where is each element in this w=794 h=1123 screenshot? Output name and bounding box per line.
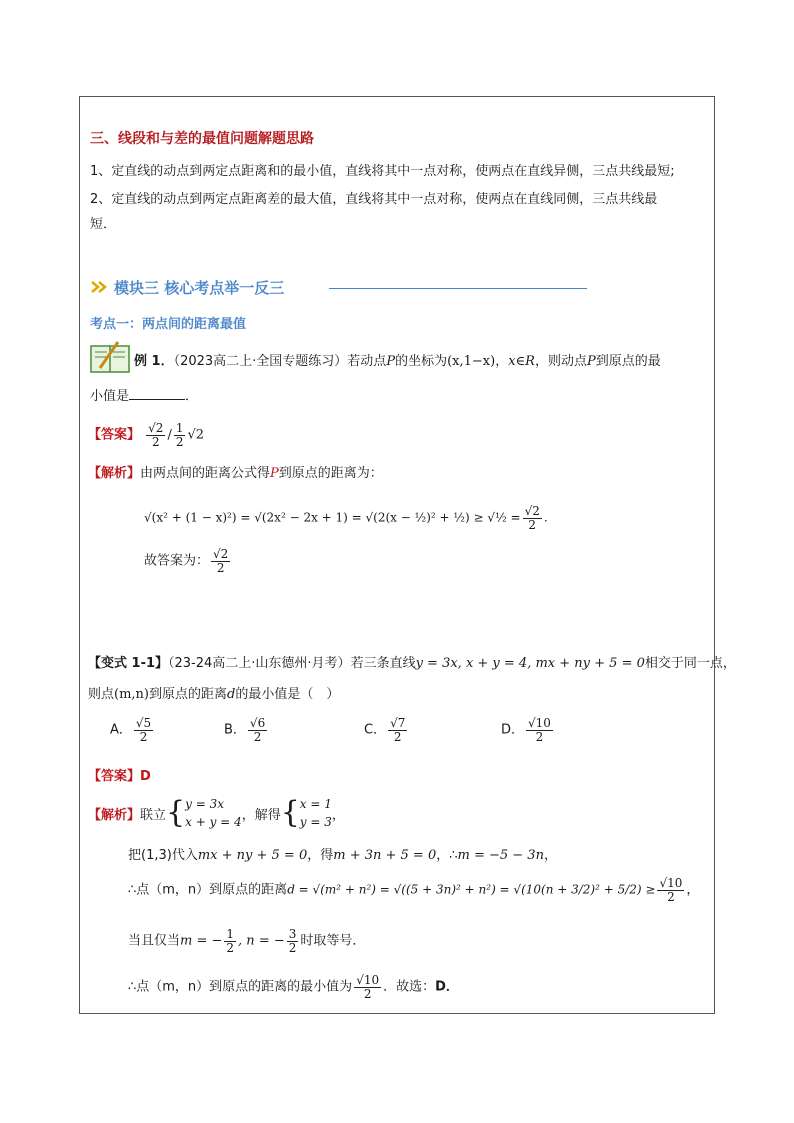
example-1-formula: √(x² + (1 − x)²) = √(2x² − 2x + 1) = √(2(x − ½)² + ½) ≥ √½ = $\frac{√2}{2}$ . xyxy=(144,504,548,532)
module-divider xyxy=(329,288,587,289)
option-a[interactable]: A． $\frac{√5}{2}$ xyxy=(110,716,152,744)
example-1-jiexi: 【解析】由两点间的距离公式得P到原点的距离为： xyxy=(88,466,383,481)
paragraph-2-cont: 短． xyxy=(90,217,117,232)
section-title: 三、线段和与差的最值问题解题思路 xyxy=(90,131,314,147)
variant-answer: 【答案】D xyxy=(88,769,151,784)
book-icon xyxy=(88,340,132,374)
variant-step-4: ∴点（m，n）到原点的距离的最小值为 $\frac{√10}{2}$ ．故选：D． xyxy=(128,973,459,1001)
paragraph-2: 2、定直线的动点到两定点距离差的最大值，直线将其中一点对称，使两点在直线同侧，三点共线最 xyxy=(90,192,658,207)
option-d[interactable]: D． $\frac{√10}{2}$ xyxy=(501,716,551,744)
variant-question: 【变式 1-1】（23-24高二上·山东德州·月考）若三条直线y = 3x, x + y = 4, mx + ny + 5 = 0相交于同一点， xyxy=(88,656,736,671)
module-label: 模块三 核心考点举一反三 xyxy=(114,279,285,297)
variant-question-line2: 则点(m,n)到原点的距离d的最小值是（ ） xyxy=(88,687,340,702)
example-1-answer: 【答案】 $\frac{√2}{2}$ / $\frac{1}{2}$ √2 xyxy=(88,421,205,449)
answer-blank xyxy=(129,387,185,400)
variant-step-2: ∴点（m，n）到原点的距离d = √(m² + n²) = √((5 + 3n)² + n²) = √(10(n + 3/2)² + 5/2) ≥ $\frac{√10}{2}$ ， xyxy=(128,876,700,904)
variant-jiexi: 【解析】 联立 { y = 3x x + y = 4 ，解得 { x = 1 y = 3 ， xyxy=(88,795,345,830)
kaodian-heading: 考点一：两点间的距离最值 xyxy=(90,317,247,332)
double-chevron-icon xyxy=(90,280,110,294)
option-b[interactable]: B． $\frac{√6}{2}$ xyxy=(224,716,266,744)
paragraph-1: 1、定直线的动点到两定点距离和的最小值，直线将其中一点对称，使两点在直线异侧，三点共线最短; xyxy=(90,164,675,179)
option-c[interactable]: C． $\frac{√7}{2}$ xyxy=(364,716,406,744)
example-1-question-line2: 小值是 ． xyxy=(90,389,199,404)
example-1-final: 故答案为： $\frac{√2}{2}$ xyxy=(144,547,229,575)
example-1-question: 例 1．（2023高二上·全国专题练习）若动点P的坐标为(x,1−x)，x∈R，则动点P到原点的最 xyxy=(134,354,661,369)
variant-step-1: 把(1,3)代入mx + ny + 5 = 0，得m + 3n + 5 = 0，∴m = −5 − 3n， xyxy=(128,848,557,863)
module-header xyxy=(90,277,284,298)
variant-step-3: 当且仅当m = − $\frac{1}{2}$ , n = − $\frac{3}{2}$ 时取等号． xyxy=(128,927,366,955)
